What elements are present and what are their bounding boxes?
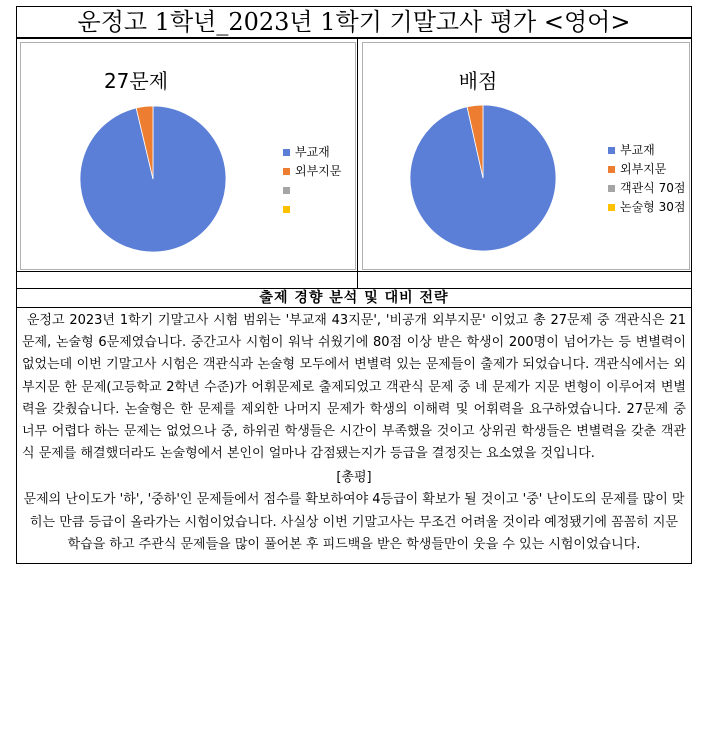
chart-score-distribution [362,42,690,270]
legend-label: 부교재 [295,145,330,159]
legend-label: 외부지문 [295,164,342,178]
analysis-paragraph [22,310,686,465]
analysis-body [16,308,692,564]
legend-item [283,181,341,200]
legend-swatch [608,204,615,211]
legend-swatch [608,166,615,173]
legend-item [608,160,685,179]
legend-swatch [283,149,290,156]
legend-label: 논술형 30점 [620,200,686,214]
legend-item [283,143,341,162]
chart-legend [283,143,341,219]
legend-swatch [608,185,615,192]
legend-swatch [283,187,290,194]
pie-chart [78,104,228,254]
chart-legend [608,141,685,217]
legend-item [283,162,341,181]
summary-paragraph: 문제의 난이도가 '하', '중하'인 문제들에서 점수를 확보하여야 4등급이 확보가 될 것이고 '중' 난이도의 문제를 많이 맞히는 만큼 등급이 올라가는 시험이었습니다. 사실상 이번 기말고사는 무조건 어려울 것이라 예정됐기에 꼼꼼히 지문 학습을 하고 주관식 문제들을 많이 풀어본 후 피드백을 받은 학생들만이 웃을 수 있는 시험이었습니다. [23,492,685,553]
document [16,6,692,564]
legend-label: 부교재 [620,143,655,157]
chart-title: 배점 [458,69,498,93]
summary-heading: [총평] [336,470,372,486]
analysis-text: 운정고 2023년 1학기 기말고사 시험 범위는 '부교재 43지문', '비공개 외부지문' 이었고 총 27문제 중 객관식은 21문제, 논술형 6문제였습니다. 중간고사 시험이 워낙 쉬웠기에 80점 이상 받은 학생이 200명이 넘어가는 등 변별력이 없었는데 이번 기말고사 시험은 객관식과 논술형 모두에서 변별력 있는 문제들이 출제가 되었습니다. 객관식에서는 외부지문 한 문제(고등학교 2학년 수준)가 어휘문제로 출제되었고 객관식 문제 중 네 문제가 지문 변형이 이루어져 변별력을 갖췄습니다. 논술형은 한 문제를 제외한 나머지 문제가 학생의 이해력 및 어휘력을 요구하였습니다. 27문제 중 너무 어렵다 하는 문제는 없었으나 중, 하위권 학생들은 시간이 부족했을 것이고 상위권 학생들은 변별력을 갖춘 객관식 문제를 해결했더라도 논술형에서 본인이 얼마나 감점됐는지가 등급을 결정짓는 요소였을 것입니다. [22,313,686,462]
chart-title: 27문제 [103,69,169,93]
legend-label: 외부지문 [620,162,667,176]
chart-question-count [20,42,356,270]
legend-swatch [283,206,290,213]
column-divider [357,272,358,288]
legend-swatch [608,147,615,154]
document-title: 운정고 1학년_2023년 1학기 기말고사 평가 <영어> [16,6,692,39]
legend-item [283,200,341,219]
pie-chart [408,103,558,253]
charts-row [16,39,692,271]
section-title: 출제 경향 분석 및 대비 전략 [16,289,692,308]
column-divider [357,39,358,271]
legend-label: 객관식 70점 [620,181,686,195]
legend-item [608,179,685,198]
legend-swatch [283,168,290,175]
legend-item [608,141,685,160]
empty-row [16,271,692,289]
legend-item [608,198,685,217]
